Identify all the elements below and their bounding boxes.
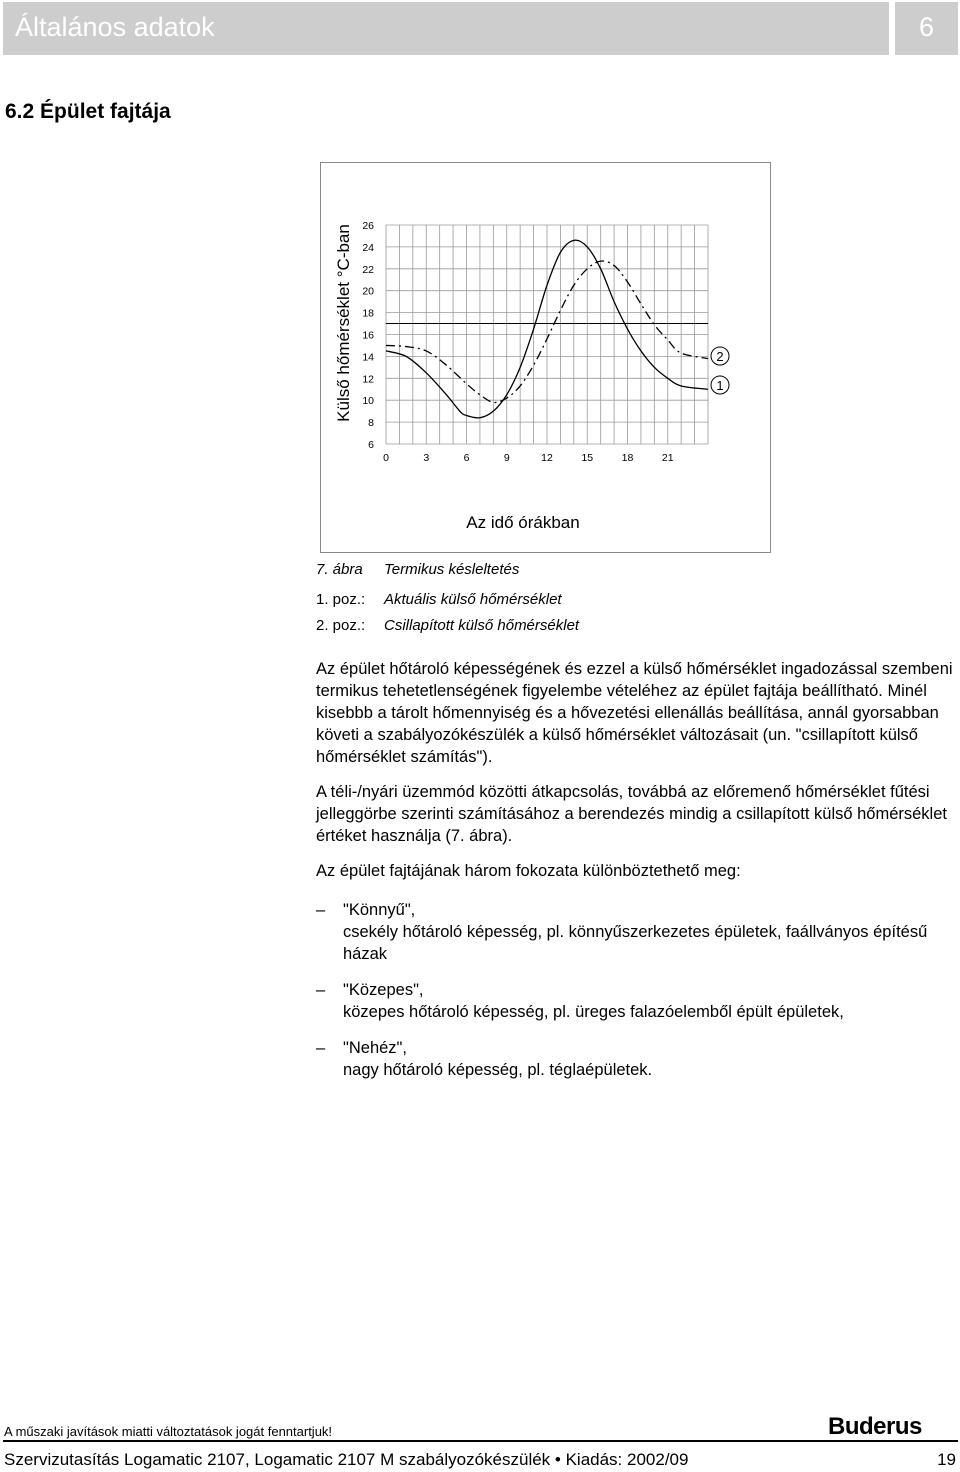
chart-grid	[386, 225, 708, 444]
list-item-text: csekély hőtároló képesség, pl. könnyűszerkezetes épületek, faállványos építésű házak	[343, 923, 928, 963]
list-item-text: közepes hőtároló képesség, pl. üreges falazóelemből épült épületek,	[343, 1003, 844, 1021]
chart-x-tick-label: 18	[621, 452, 634, 464]
list-item-title: "Nehéz",	[343, 1039, 407, 1057]
temperature-chart	[321, 163, 772, 554]
figure-title: Termikus késleltetés	[384, 561, 520, 578]
list-dash: –	[316, 901, 326, 919]
chart-x-tick-label: 9	[503, 452, 510, 464]
list-dash: –	[316, 981, 326, 999]
chart-y-tick-label: 20	[362, 285, 374, 298]
marker-1-label: 1	[716, 378, 724, 393]
footer-divider	[3, 1440, 958, 1442]
chart-x-tick-label: 21	[661, 452, 674, 464]
chart-x-tick-label: 0	[383, 452, 389, 464]
figure-frame	[320, 162, 771, 553]
list-item-title: "Közepes",	[343, 981, 424, 999]
chart-y-tick-label: 24	[362, 241, 374, 254]
marker-2-label: 2	[716, 349, 724, 364]
list-item	[316, 899, 956, 965]
chapter-number-box	[895, 2, 958, 55]
chart-x-tick-label: 12	[541, 452, 553, 464]
chart-y-tick-label: 10	[362, 395, 374, 408]
chart-x-tick-label: 15	[581, 452, 594, 464]
footer-document-info: Szervizutasítás Logamatic 2107, Logamatic 2107 M szabályozókészülék • Kiadás: 2002/09	[4, 1450, 689, 1469]
chart-y-tick-label: 8	[368, 417, 374, 430]
paragraph-1: Az épület hőtároló képességének és ezzel a külső hőmérséklet ingadozással szembeni termikus tehetetlenségének figyelembe vételéhez az épület fajtája beállítható. Minél kisebbb a tárolt hőmennyiség és a hővezetési ellenállás beállítása, annál gyorsabban követi a szabályozókészülék a külső hőmérséklet változásait (un. "csillapított külső hőmérséklet számítás").	[316, 660, 953, 766]
chapter-header-bar	[3, 2, 889, 55]
page-number: 19	[937, 1450, 956, 1469]
paragraph-2: A téli-/nyári üzemmód közötti átkapcsolás, továbbá az előremenő hőmérséklet fűtési jelleggörbe szerinti számításához a berendezés mindig a csillapított külső hőmérséklet értéket használja (7. ábra).	[316, 783, 947, 845]
section-title: 6.2 Épület fajtája	[5, 100, 171, 123]
buderus-logo: Buderus	[828, 1413, 922, 1440]
figure-number: 7. ábra	[316, 561, 363, 578]
chart-x-tick-label: 6	[463, 452, 470, 464]
legend-item-1	[316, 591, 562, 608]
chart-y-axis-label: Külső hőmérséklet °C-ban	[334, 224, 353, 422]
list-item-text: nagy hőtároló képesség, pl. téglaépületek.	[343, 1061, 653, 1079]
marker-2	[711, 347, 729, 365]
list-dash: –	[316, 1039, 326, 1057]
chapter-number: 6	[919, 12, 935, 42]
chart-y-tick-label: 6	[368, 439, 374, 451]
marker-1	[711, 376, 729, 394]
legend-label-2: 2. poz.:	[316, 617, 366, 634]
legend-item-2	[316, 617, 579, 634]
chart-y-tick-label: 26	[362, 220, 374, 232]
chart-ticks	[362, 220, 673, 464]
footer-note: A műszaki javítások miatti változtatások jogát fenntartjuk!	[4, 1424, 333, 1439]
list-item	[316, 1037, 956, 1081]
chart-x-axis-label: Az idő órákban	[466, 513, 580, 532]
body-text	[316, 658, 956, 1095]
chart-y-tick-label: 18	[362, 307, 374, 320]
chart-y-tick-label: 22	[362, 263, 374, 276]
chart-y-tick-label: 14	[362, 351, 374, 364]
list-item-title: "Könnyű",	[343, 901, 416, 919]
list-item	[316, 979, 956, 1023]
chart-y-tick-label: 16	[362, 329, 374, 342]
legend-label-1: 1. poz.:	[316, 591, 366, 608]
chapter-title: Általános adatok	[15, 12, 215, 42]
paragraph-3: Az épület fajtájának három fokozata különböztethető meg:	[316, 862, 741, 880]
figure-caption	[316, 561, 519, 578]
chart-y-tick-label: 12	[362, 373, 374, 386]
chart-x-tick-label: 3	[423, 452, 430, 464]
legend-text-1: Aktuális külső hőmérséklet	[384, 591, 562, 608]
legend-text-2: Csillapított külső hőmérséklet	[384, 617, 580, 634]
